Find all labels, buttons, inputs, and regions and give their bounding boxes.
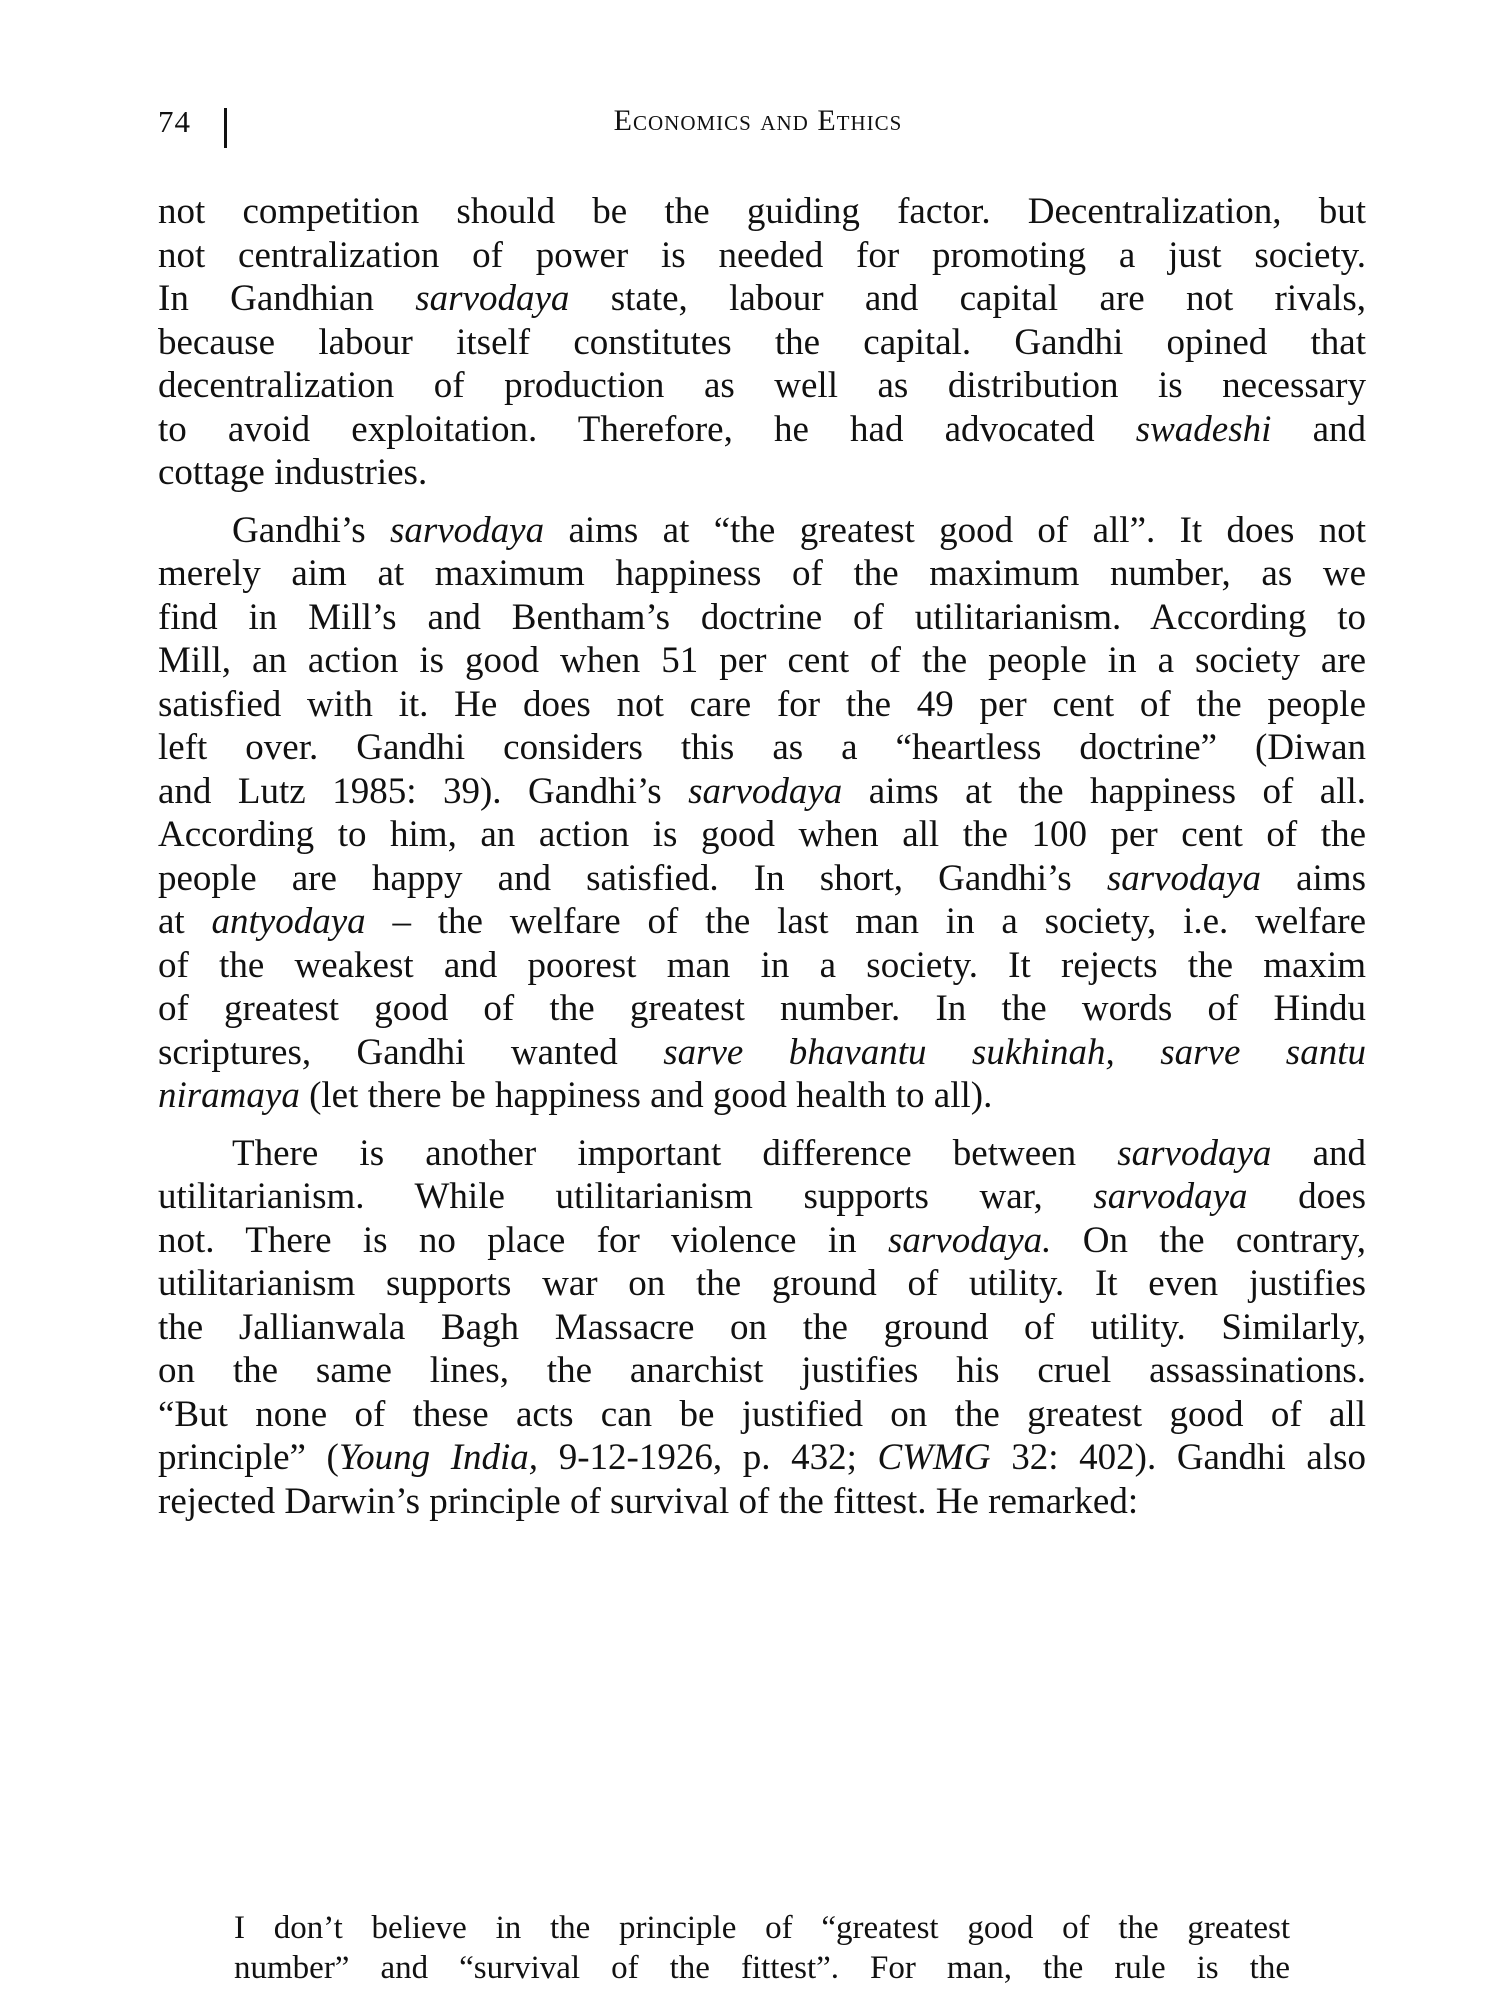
paragraph-gap (158, 495, 1366, 509)
text-run: There is another important difference between (232, 1132, 1118, 1174)
text-run: merely aim at maximum happiness of the maximum number, as we (158, 553, 1366, 594)
text-line (158, 900, 1366, 944)
text-run: utilitarianism supports war on the ground of utility. It even justifies (158, 1263, 1366, 1304)
text-line (158, 234, 1366, 278)
text-line (158, 1393, 1366, 1437)
text-run: number” and “survival of the fittest”. For man, the rule is the (234, 1950, 1290, 1986)
text-line (158, 1074, 1366, 1118)
text-line (158, 408, 1366, 452)
text-line (158, 1175, 1366, 1219)
text-run: 32: 402). Gandhi also (990, 1437, 1366, 1478)
italic-term: CWMG (877, 1437, 991, 1478)
running-title: Economics and Ethics (613, 104, 903, 137)
text-line (158, 190, 1366, 234)
text-run: principle” ( (158, 1437, 339, 1478)
text-run: not centralization of power is needed for promoting a just society. (158, 234, 1366, 276)
text-run: satisfied with it. He does not care for the 49 per cent of the people (158, 683, 1366, 725)
text-run: cottage industries. (158, 452, 428, 493)
paragraph (158, 509, 1366, 1118)
text-line (158, 451, 1366, 495)
text-run: aims at “the greatest good of all”. It does not (544, 509, 1366, 551)
page-number: 74 (158, 104, 191, 139)
text-line (158, 683, 1366, 727)
text-line (158, 813, 1366, 857)
text-line (158, 726, 1366, 770)
italic-term: sarvodaya. (887, 1219, 1052, 1261)
text-line (158, 1480, 1366, 1524)
italic-term: antyodaya (211, 901, 366, 942)
text-run: I don’t believe in the principle of “greatest good of the greatest (234, 1910, 1290, 1946)
paragraph (158, 1132, 1366, 1524)
text-line (158, 1132, 1366, 1176)
text-line (158, 1262, 1366, 1306)
text-run: state, labour and capital are not rivals, (569, 278, 1366, 319)
text-line (158, 944, 1366, 988)
text-run: to avoid exploitation. Therefore, he had advocated (158, 408, 1136, 450)
text-line (158, 639, 1366, 683)
text-run: 9-12-1926, p. 432; (538, 1437, 878, 1478)
text-run: According to him, an action is good when all the 100 per cent of the (158, 814, 1366, 855)
text-line (158, 552, 1366, 596)
italic-term: sarve bhavantu sukhinah, sarve santu (663, 1031, 1366, 1073)
italic-term: swadeshi (1135, 408, 1272, 450)
text-run: of greatest good of the greatest number. In the words of Hindu (158, 988, 1366, 1029)
text-run: at (158, 901, 212, 942)
italic-term: sarvodaya (1106, 857, 1261, 899)
text-run: left over. Gandhi considers this as a “heartless doctrine” (Diwan (158, 727, 1366, 768)
text-line (158, 1349, 1366, 1393)
text-run: because labour itself constitutes the capital. Gandhi opined that (158, 321, 1366, 363)
text-run: aims (1260, 857, 1366, 899)
text-line (158, 857, 1366, 901)
italic-term: niramaya (158, 1075, 300, 1116)
body-text (158, 190, 1366, 1523)
text-line (158, 770, 1366, 814)
text-run: the Jallianwala Bagh Massacre on the ground of utility. Similarly, (158, 1306, 1366, 1348)
text-line (158, 364, 1366, 408)
text-run: Gandhi’s (232, 509, 390, 551)
paragraph-gap (158, 1118, 1366, 1132)
text-run: (let there be happiness and good health to all). (299, 1075, 993, 1116)
text-run: find in Mill’s and Bentham’s doctrine of utilitarianism. According to (158, 596, 1366, 638)
text-run: and (1271, 1132, 1366, 1174)
text-run: on the same lines, the anarchist justifies his cruel assassinations. (158, 1350, 1366, 1391)
text-line (158, 1031, 1366, 1075)
text-run: and (1271, 408, 1366, 450)
italic-term: sarvodaya (415, 278, 570, 319)
text-run: aims at the happiness of all. (842, 770, 1366, 812)
block-quote (234, 1908, 1290, 1988)
text-line (158, 1219, 1366, 1263)
text-run: – the welfare of the last man in a society, i.e. welfare (365, 901, 1367, 942)
italic-term: sarvodaya (389, 509, 545, 551)
text-run: scriptures, Gandhi wanted (158, 1031, 664, 1073)
text-run: of the weakest and poorest man in a society. It rejects the maxim (158, 944, 1366, 986)
text-run: “But none of these acts can be justified on the greatest good of all (158, 1393, 1366, 1435)
text-line (158, 596, 1366, 640)
text-line (158, 277, 1366, 321)
text-run: On the contrary, (1051, 1219, 1366, 1261)
italic-term: sarvodaya (1093, 1176, 1248, 1217)
text-line (158, 1436, 1366, 1480)
text-run: does (1247, 1176, 1366, 1217)
text-line (158, 987, 1366, 1031)
text-line (158, 321, 1366, 365)
text-line (158, 509, 1366, 553)
text-line (158, 1306, 1366, 1350)
text-run: and Lutz 1985: 39). Gandhi’s (158, 770, 689, 812)
text-line (234, 1948, 1290, 1988)
text-run: Mill, an action is good when 51 per cent of the people in a society are (158, 640, 1366, 681)
running-head (158, 104, 1358, 154)
paragraph (158, 190, 1366, 495)
text-run: rejected Darwin’s principle of survival of the fittest. He remarked: (158, 1480, 1139, 1522)
text-run: not competition should be the guiding factor. Decentralization, but (158, 191, 1366, 232)
text-line (234, 1908, 1290, 1948)
text-run: people are happy and satisfied. In short, Gandhi’s (158, 857, 1107, 899)
italic-term: sarvodaya (688, 770, 843, 812)
text-run: utilitarianism. While utilitarianism supports war, (158, 1176, 1094, 1217)
text-run: decentralization of production as well as distribution is necessary (158, 365, 1366, 406)
italic-term: sarvodaya (1117, 1132, 1272, 1174)
text-run: In Gandhian (158, 278, 416, 319)
text-run: not. There is no place for violence in (158, 1219, 888, 1261)
italic-term: Young India, (338, 1437, 539, 1478)
